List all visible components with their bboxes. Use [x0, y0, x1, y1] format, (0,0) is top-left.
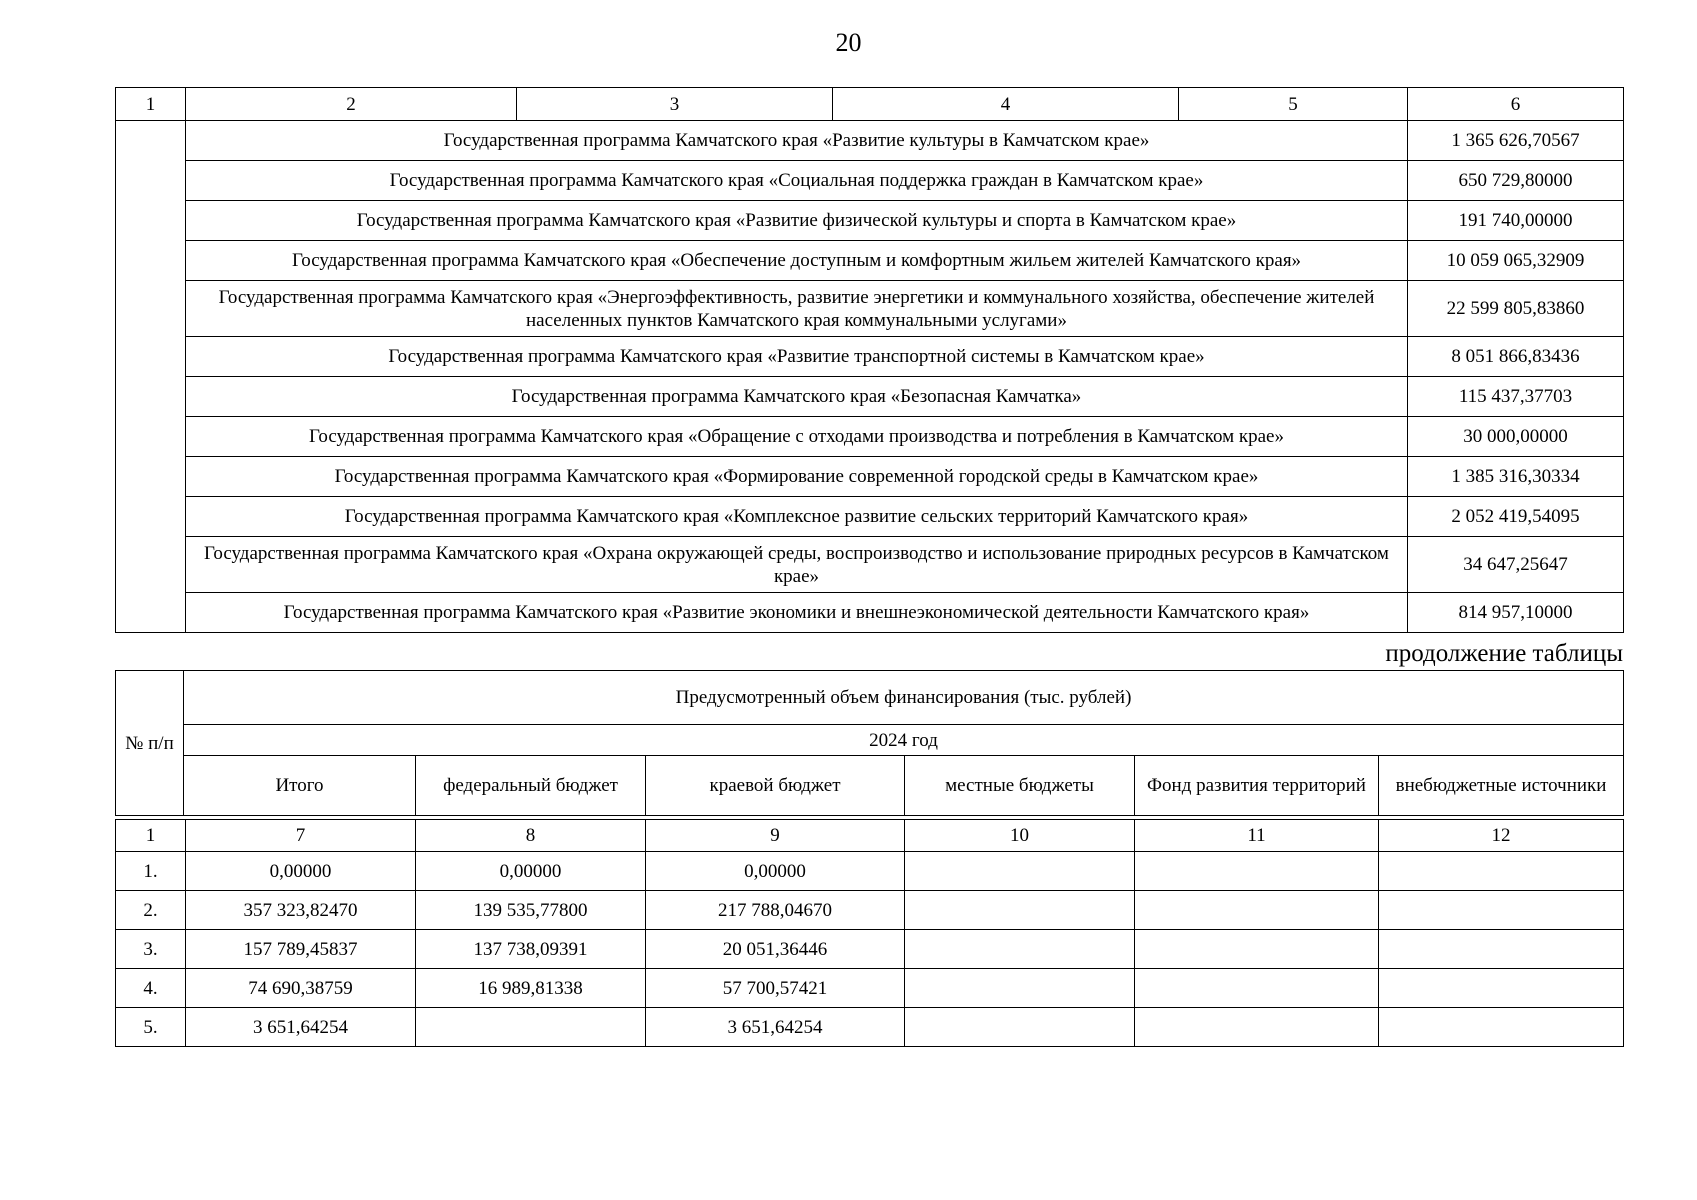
local-cell: [905, 930, 1135, 969]
column-number: 10: [905, 820, 1135, 852]
program-amount: 30 000,00000: [1408, 417, 1624, 457]
funding-title: Предусмотренный объем финансирования (тыс. рублей): [184, 671, 1624, 725]
program-name: Государственная программа Камчатского края «Комплексное развитие сельских территорий Камчатского края»: [186, 497, 1408, 537]
program-amount: 22 599 805,83860: [1408, 281, 1624, 337]
fund-cell: [1135, 969, 1379, 1008]
table-row: [116, 241, 1624, 281]
table-row: [116, 161, 1624, 201]
table-row: [116, 537, 1624, 593]
table-row: [116, 1008, 1624, 1047]
offbudget-cell: [1379, 969, 1624, 1008]
column-header: Фонд развития территорий: [1135, 756, 1379, 816]
column-number-row: [116, 88, 1624, 121]
table-row: [116, 201, 1624, 241]
program-amount: 34 647,25647: [1408, 537, 1624, 593]
funding-table: [115, 819, 1624, 1047]
program-amount: 650 729,80000: [1408, 161, 1624, 201]
total-cell: 0,00000: [186, 852, 416, 891]
program-name: Государственная программа Камчатского края «Обращение с отходами производства и потребления в Камчатском крае»: [186, 417, 1408, 457]
funding-header-table: [115, 670, 1624, 816]
table-row: [116, 497, 1624, 537]
year-header: 2024 год: [184, 725, 1624, 756]
column-header: внебюджетные источники: [1379, 756, 1624, 816]
table-row: [116, 337, 1624, 377]
program-name: Государственная программа Камчатского края «Охрана окружающей среды, воспроизводство и использование природных ресурсов в Камчатском крае»: [186, 537, 1408, 593]
programs-table: [115, 87, 1624, 633]
column-number: 5: [1179, 88, 1408, 121]
federal-cell: 0,00000: [416, 852, 646, 891]
program-amount: 1 365 626,70567: [1408, 121, 1624, 161]
column-number-row: [116, 820, 1624, 852]
program-name: Государственная программа Камчатского края «Обеспечение доступным и комфортным жильем жителей Камчатского края»: [186, 241, 1408, 281]
row-number: 4.: [116, 969, 186, 1008]
program-amount: 10 059 065,32909: [1408, 241, 1624, 281]
column-number: 11: [1135, 820, 1379, 852]
program-name: Государственная программа Камчатского края «Формирование современной городской среды в Камчатском крае»: [186, 457, 1408, 497]
column-number: 7: [186, 820, 416, 852]
column-number: 1: [116, 88, 186, 121]
total-cell: 357 323,82470: [186, 891, 416, 930]
fund-cell: [1135, 930, 1379, 969]
federal-cell: 139 535,77800: [416, 891, 646, 930]
program-name: Государственная программа Камчатского края «Развитие физической культуры и спорта в Камчатском крае»: [186, 201, 1408, 241]
regional-cell: 57 700,57421: [646, 969, 905, 1008]
regional-cell: 0,00000: [646, 852, 905, 891]
federal-cell: [416, 1008, 646, 1047]
program-amount: 115 437,37703: [1408, 377, 1624, 417]
table-row: [116, 930, 1624, 969]
column-header: местные бюджеты: [905, 756, 1135, 816]
regional-cell: 3 651,64254: [646, 1008, 905, 1047]
local-cell: [905, 852, 1135, 891]
regional-cell: 217 788,04670: [646, 891, 905, 930]
row-number: 3.: [116, 930, 186, 969]
column-number: 1: [116, 820, 186, 852]
program-amount: 2 052 419,54095: [1408, 497, 1624, 537]
program-name: Государственная программа Камчатского края «Развитие транспортной системы в Камчатском крае»: [186, 337, 1408, 377]
local-cell: [905, 1008, 1135, 1047]
program-name: Государственная программа Камчатского края «Социальная поддержка граждан в Камчатском крае»: [186, 161, 1408, 201]
program-name: Государственная программа Камчатского края «Развитие культуры в Камчатском крае»: [186, 121, 1408, 161]
program-amount: 8 051 866,83436: [1408, 337, 1624, 377]
table-row: [116, 281, 1624, 337]
program-amount: 1 385 316,30334: [1408, 457, 1624, 497]
page-number: 20: [835, 28, 862, 57]
column-number: 6: [1408, 88, 1624, 121]
offbudget-cell: [1379, 891, 1624, 930]
federal-cell: 137 738,09391: [416, 930, 646, 969]
column-header: краевой бюджет: [646, 756, 905, 816]
table-row: [116, 457, 1624, 497]
continuation-label: продолжение таблицы: [1385, 640, 1623, 667]
empty-number-cell: [116, 121, 186, 633]
offbudget-cell: [1379, 930, 1624, 969]
column-header: Итого: [184, 756, 416, 816]
local-cell: [905, 969, 1135, 1008]
program-name: Государственная программа Камчатского края «Энергоэффективность, развитие энергетики и коммунального хозяйства, обеспечение жителей населенных пунктов Камчатского края коммунальными услугами»: [186, 281, 1408, 337]
table-row: [116, 593, 1624, 633]
offbudget-cell: [1379, 1008, 1624, 1047]
table-row: [116, 891, 1624, 930]
number-header: № п/п: [116, 671, 184, 816]
column-number: 2: [186, 88, 517, 121]
column-number: 9: [646, 820, 905, 852]
column-number: 8: [416, 820, 646, 852]
row-number: 5.: [116, 1008, 186, 1047]
row-number: 2.: [116, 891, 186, 930]
table-row: [116, 969, 1624, 1008]
program-name: Государственная программа Камчатского края «Развитие экономики и внешнеэкономической деятельности Камчатского края»: [186, 593, 1408, 633]
local-cell: [905, 891, 1135, 930]
program-amount: 814 957,10000: [1408, 593, 1624, 633]
column-number: 12: [1379, 820, 1624, 852]
table-row: [116, 121, 1624, 161]
program-name: Государственная программа Камчатского края «Безопасная Камчатка»: [186, 377, 1408, 417]
offbudget-cell: [1379, 852, 1624, 891]
table-row: [116, 377, 1624, 417]
regional-cell: 20 051,36446: [646, 930, 905, 969]
column-header: федеральный бюджет: [416, 756, 646, 816]
fund-cell: [1135, 891, 1379, 930]
total-cell: 157 789,45837: [186, 930, 416, 969]
table-row: [116, 852, 1624, 891]
fund-cell: [1135, 852, 1379, 891]
column-number: 4: [833, 88, 1179, 121]
table-row: [116, 417, 1624, 457]
total-cell: 74 690,38759: [186, 969, 416, 1008]
program-amount: 191 740,00000: [1408, 201, 1624, 241]
column-number: 3: [517, 88, 833, 121]
fund-cell: [1135, 1008, 1379, 1047]
federal-cell: 16 989,81338: [416, 969, 646, 1008]
row-number: 1.: [116, 852, 186, 891]
total-cell: 3 651,64254: [186, 1008, 416, 1047]
